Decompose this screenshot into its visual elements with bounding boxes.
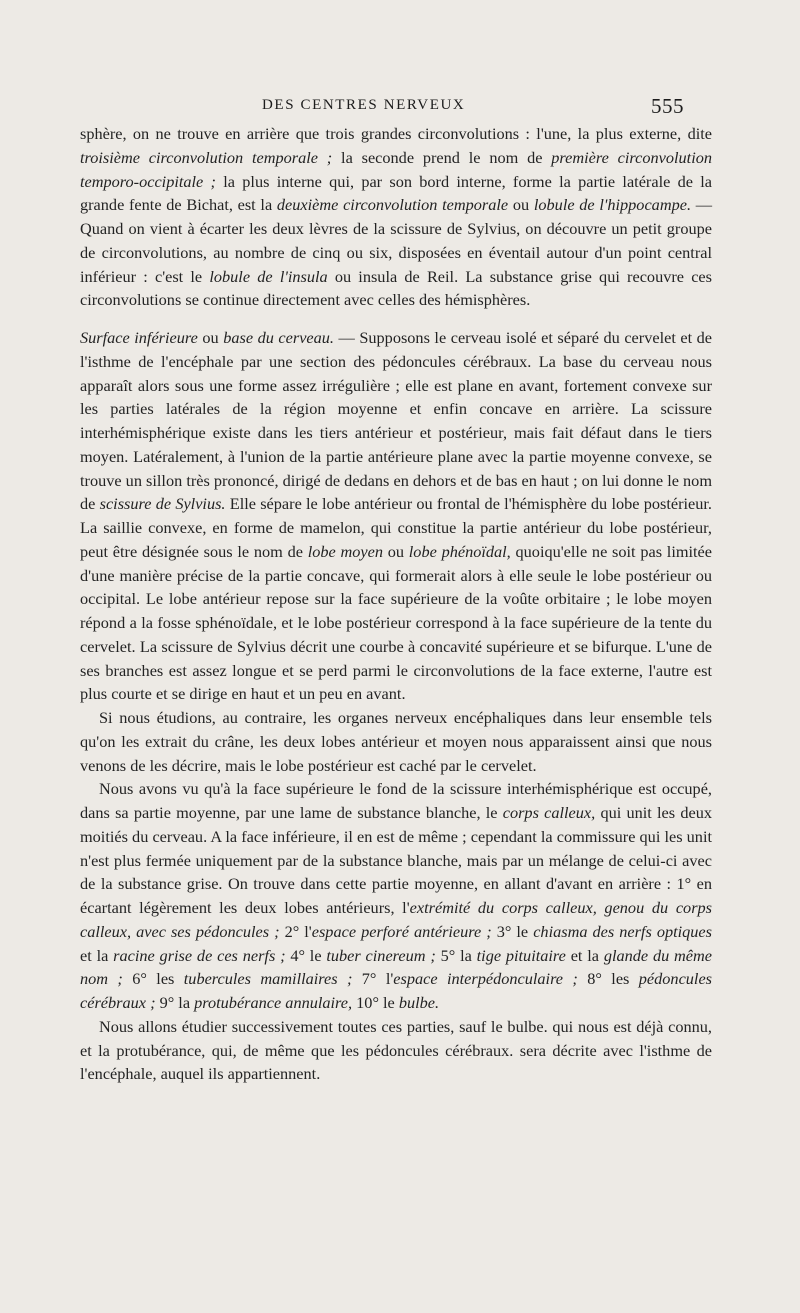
italic-term: chiasma des nerfs optiques — [533, 921, 712, 941]
text-run: 2° l' — [279, 921, 312, 941]
text-run: 3° le — [491, 921, 534, 941]
italic-term: lobe phénoïdal, — [408, 541, 511, 561]
text-run: 7° l' — [352, 969, 394, 989]
paragraph — [80, 706, 712, 777]
page-number: 555 — [651, 94, 684, 118]
italic-term: bulbe. — [398, 993, 440, 1012]
text-run: la plus interne qui, par son bord interne, forme la partie latérale de la grande fente de Bichat, est la — [80, 171, 712, 215]
text-run: et la — [80, 945, 114, 965]
text-run: Elle sépare le lobe antérieur ou frontal de l'hémisphère du lobe postérieur. La saillie convexe, en forme de mamelon, qui constitue la partie antérieur du lobe postérieur, peut être désignée sous le nom de — [80, 494, 712, 561]
italic-term: espace perforé antérieure ; — [311, 921, 492, 941]
text-run: Nous avons vu qu'à la face supérieure le fond de la scissure interhémisphérique est occupé, dans sa partie moyenne, par une lame de substance blanche, le — [80, 779, 712, 822]
paragraph — [80, 122, 712, 312]
italic-term: Surface inférieure — [80, 328, 198, 347]
body-text — [80, 122, 712, 1086]
text-run: ou insula de Reil. La substance grise qui recouvre ces circonvolutions se continue directement avec celles des hémisphères. — [80, 266, 712, 310]
text-run: ou — [382, 541, 409, 561]
italic-term: scissure de Sylvius. — [99, 494, 226, 514]
italic-term: protubérance annulaire, — [194, 993, 353, 1012]
text-run: 6° les — [122, 969, 184, 989]
text-run: la seconde prend le nom de — [332, 147, 552, 167]
text-run: ou — [508, 195, 534, 215]
text-run: — Quand on vient à écarter les deux lèvres de la scissure de Sylvius, on découvre un petit groupe de circonvolutions, au nombre de cinq ou six, disposées en éventail autour d'un point central inférieur : c'est le — [80, 195, 713, 286]
text-run: qui unit les deux moitiés du cerveau. A la face inférieure, il en est de même ; cependant la commissure qui les unit n'est plus fermée uniquement par de la substance blanche, mais par un mélange de celui-ci avec de la substance grise. On trouve dans cette partie moyenne, en allant d'avant en arrière : 1° en écartant légèrement les deux lobes antérieurs, l' — [80, 803, 712, 917]
paragraph — [80, 777, 712, 1015]
italic-term: lobule de l'insula — [209, 266, 328, 286]
italic-term: base du cerveau. — [223, 328, 334, 347]
text-run: 5° la — [435, 945, 477, 965]
italic-term: tuber cinereum ; — [326, 945, 436, 965]
italic-term: racine grise de ces nerfs ; — [113, 945, 286, 965]
page-header — [0, 94, 800, 118]
italic-term: deuxième circonvolution temporale — [276, 195, 509, 215]
italic-term: troisième circonvolution temporale ; — [80, 147, 333, 167]
text-run: Si nous étudions, au contraire, les organes nerveux encéphaliques dans leur ensemble tels qu'on les extrait du crâne, les deux lobes antérieur et moyen nous apparaissent ainsi que nous venons de les décrire, mais le lobe postérieur est caché par le cervelet. — [80, 708, 712, 775]
text-run: 8° les — [577, 969, 639, 989]
paragraph — [80, 326, 712, 706]
text-run: sphère, on ne trouve en arrière que trois grandes circonvolutions : l'une, la plus externe, dite — [80, 124, 712, 143]
paragraph — [80, 1015, 712, 1086]
text-run: — Supposons le cerveau isolé et séparé du cervelet et de l'isthme de l'encéphale par une section des pédoncules cérébraux. La base du cerveau nous apparaît alors sous une forme assez irrégulière ; elle est plane en avant, fortement convexe sur les parties latérales de la région moyenne et enfin concave en arrière. La scissure interhémisphérique existe dans les tiers antérieur et postérieur, mais fait défaut dans le tiers moyen. Latéralement, à l'union de la partie antérieure plane avec la partie moyenne convexe, se trouve un sillon très prononcé, dirigé de dedans en dehors et de bas en haut ; on lui donne le nom de — [80, 328, 713, 514]
text-run: 10° le — [352, 993, 399, 1012]
text-run: et la — [565, 945, 604, 965]
text-run: ou — [197, 328, 224, 347]
italic-term: espace interpédonculaire ; — [393, 969, 578, 989]
italic-term: tubercules mamillaires ; — [183, 969, 353, 989]
italic-term: lobe moyen — [307, 541, 383, 561]
text-run: quoiqu'elle ne soit pas limitée d'une manière précise de la partie concave, qui formerait alors à elle seule le lobe postérieur ou occipital. Le lobe antérieur repose sur la face supérieure de la voûte orbitaire ; le lobe moyen répond a la fosse sphénoïdale, et le lobe postérieur correspond à la face supérieure de la tente du cervelet. La scissure de Sylvius décrit une courbe à concavité supérieure et se bifurque. L'une de ses branches est assez longue et se perd parmi le circonvolutions de la face externe, l'autre est plus courte et se dirige en haut et un peu en avant. — [80, 541, 713, 704]
italic-term: extrémité du corps calleux, genou du corps calleux, avec ses pédoncules ; — [80, 898, 713, 941]
italic-term: pédoncules cérébraux ; — [80, 969, 713, 1012]
running-head: DES CENTRES NERVEUX — [262, 97, 466, 113]
text-run: 4° le — [285, 945, 327, 965]
italic-term: première circonvolution temporo-occipitale ; — [80, 147, 713, 191]
italic-term: lobule de l'hippocampe. — [533, 195, 692, 215]
text-run: 9° la — [155, 993, 195, 1012]
italic-term: corps calleux, — [502, 803, 596, 822]
text-run: Nous allons étudier successivement toutes ces parties, sauf le bulbe. qui nous est déjà connu, et la protubérance, qui, de même que les pédoncules cérébraux. sera décrite avec l'isthme de l'encéphale, auquel ils appartiennent. — [80, 1016, 712, 1084]
italic-term: glande du même nom ; — [80, 945, 713, 989]
italic-term: tige pituitaire — [476, 945, 566, 965]
